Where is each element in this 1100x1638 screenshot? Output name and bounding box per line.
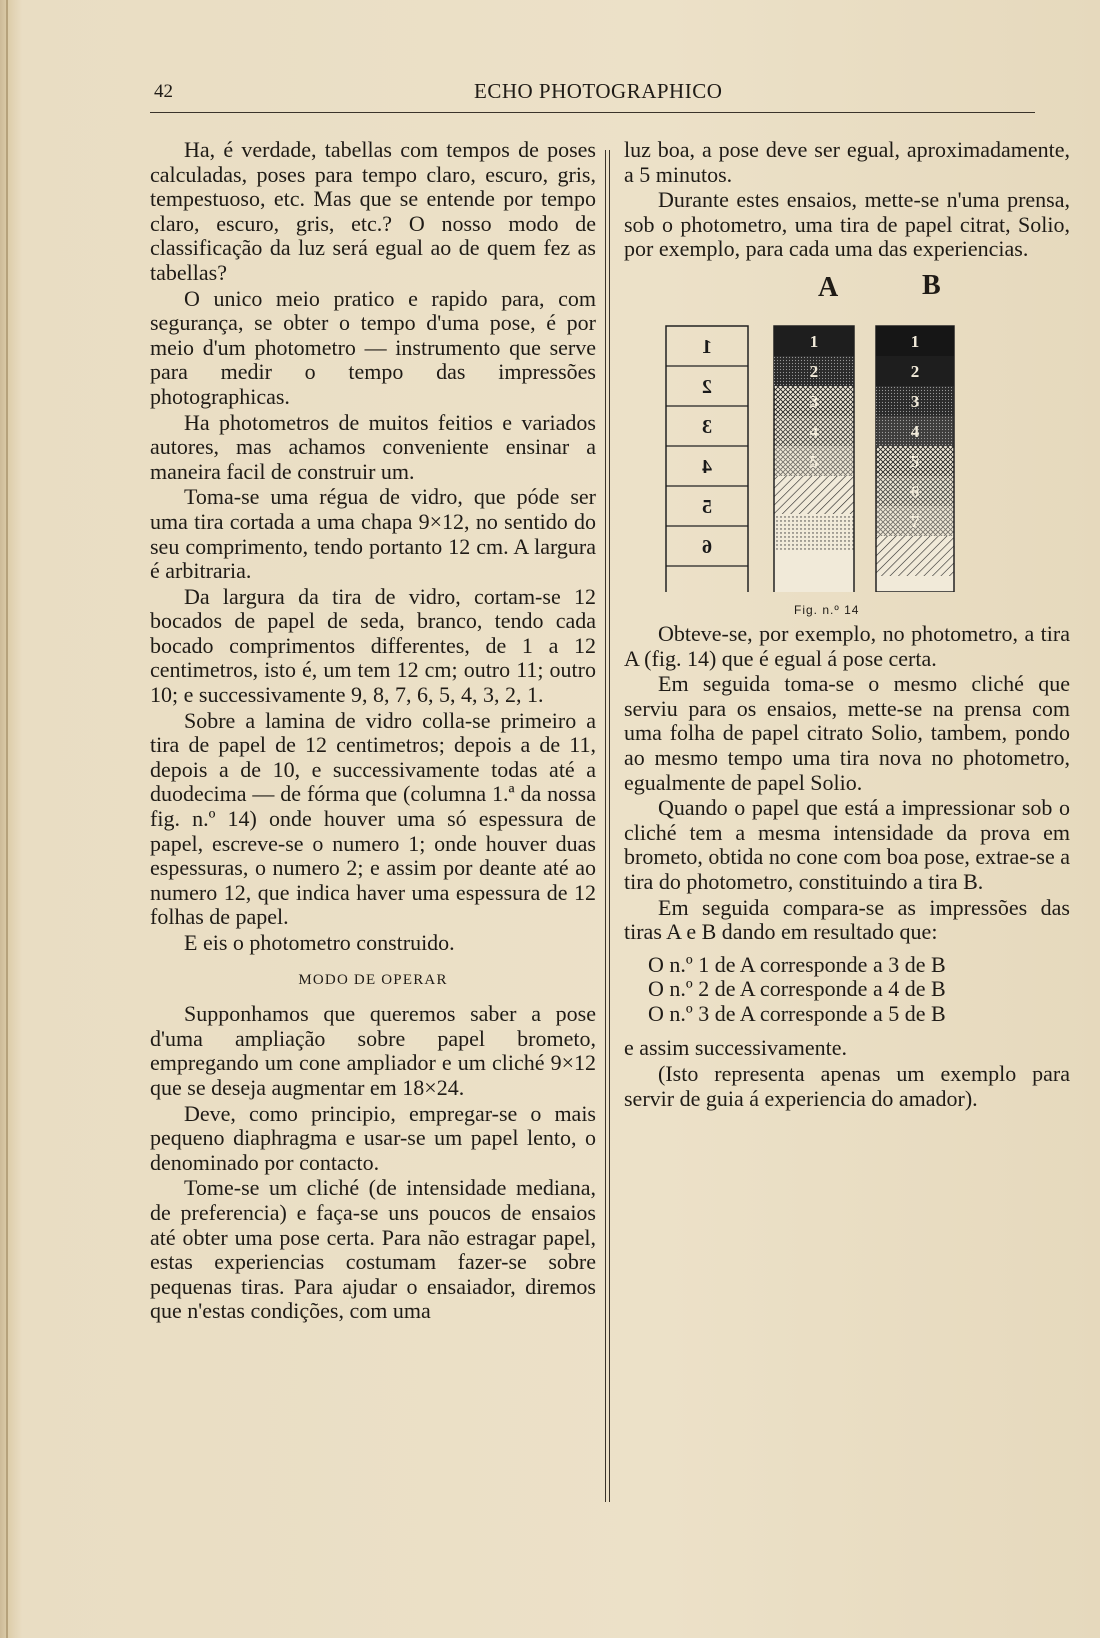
paragraph: Durante estes ensaios, mette-se n'uma prensa, sob o photometro, uma tira de papel citrat, Solio, por exemplo, para cada uma das experiencias. xyxy=(624,187,1070,262)
paragraph: O unico meio pratico e rapido para, com segurança, se obter o tempo d'uma pose, é por meio d'um photometro — instrumento que serve para medir o tempo das impressões photographicas. xyxy=(150,285,596,409)
binding-edge xyxy=(6,0,8,1638)
equivalence-line: O n.º 1 de A corresponde a 3 de B xyxy=(648,951,946,977)
paragraph: Deve, como principio, empregar-se o mais pequeno diaphragma e usar-se um papel lento, o denominado por contacto. xyxy=(150,1100,596,1175)
header-rule xyxy=(150,112,1035,113)
strip-b-cell xyxy=(876,536,954,576)
column-divider xyxy=(605,150,606,1502)
strip-a-number: 3 xyxy=(809,391,819,411)
strip-b-number: 7 xyxy=(910,511,920,531)
paragraph: Tome-se um cliché (de intensidade mediana, de preferencia) e faça-se uns poucos de ensaios até obter uma pose certa. Para não estragar papel, estas experiencias costumam fazer-se sobre pequenas tiras. Para ajudar o ensaiador, diremos que n'estas condições, com uma xyxy=(150,1175,596,1324)
paragraph: Sobre a lamina de vidro colla-se primeiro a tira de papel de 12 centimetros; depois a de 11, depois a de 10, e successivamente todas até a duodecima — de fórma que (columna 1.ª da nossa fig. n.º 14) onde houver uma só espessura de papel, escreve-se o numero 1; onde houver duas espessuras, o numero 2; e assim por deante até ao numero 12, que indica haver uma espessura de 12 folhas de papel. xyxy=(150,707,596,930)
strip-b-number: 1 xyxy=(910,331,920,351)
page-number: 42 xyxy=(154,81,173,102)
scale-number: 3 xyxy=(702,415,712,438)
paragraph: e assim successivamente. xyxy=(624,1035,847,1061)
section-heading: MODO DE OPERAR xyxy=(298,971,448,988)
strip-b-number: 2 xyxy=(910,361,920,381)
photometer-figure xyxy=(608,269,1068,617)
paragraph: Em seguida toma-se o mesmo cliché que serviu para os ensaios, mette-se na prensa com uma folha de papel citrato Solio, tambem, pondo ao mesmo tempo uma tira nova no photometro, egualmente de papel Solio. xyxy=(624,671,1070,795)
strip-b-number: 3 xyxy=(910,391,920,411)
left-column xyxy=(150,138,596,1325)
photometer-drawing xyxy=(608,269,1068,592)
equivalence-line: O n.º 2 de A corresponde a 4 de B xyxy=(648,976,946,1002)
strip-a-number: 2 xyxy=(809,361,819,381)
scale-number: 1 xyxy=(702,335,712,358)
strip-a-number: 1 xyxy=(809,331,819,351)
paragraph: Ha photometros de muitos feitios e variados autores, mas achamos conveniente ensinar a maneira facil de construir um. xyxy=(150,409,596,484)
paragraph: Da largura da tira de vidro, cortam-se 12 bocados de papel de seda, branco, tendo cada bocado comprimentos differentes, de 1 a 12 centimetros, isto é, um tem 12 cm; outro 11; outro 10; e successivamente 9, 8, 7, 6, 5, 4, 3, 2, 1. xyxy=(150,583,596,708)
paragraph: luz boa, a pose deve ser egual, aproximadamente, a 5 minutos. xyxy=(624,137,1070,187)
scale-number: 5 xyxy=(702,495,712,518)
scale-number: 2 xyxy=(702,375,712,398)
paragraph: Toma-se uma régua de vidro, que póde ser uma tira cortada a uma chapa 9×12, no sentido do seu comprimento, tendo portanto 12 cm. A largura é arbitraria. xyxy=(150,484,596,584)
strip-a-number: 4 xyxy=(809,421,819,441)
strip-b-number: 5 xyxy=(910,451,920,471)
equivalence-line: O n.º 3 de A corresponde a 5 de B xyxy=(648,1000,946,1026)
page-header xyxy=(150,75,1050,115)
paragraph: (Isto representa apenas um exemplo para servir de guia á experiencia do amador). xyxy=(624,1061,1070,1111)
strip-b-number: 6 xyxy=(910,481,920,501)
scale-number: 4 xyxy=(702,455,712,478)
paragraph: E eis o photometro construido. xyxy=(184,930,455,955)
running-title: ECHO PHOTOGRAPHICO xyxy=(474,79,723,103)
right-column xyxy=(624,138,1070,1112)
paragraph: Supponhamos que queremos saber a pose d'uma ampliação sobre papel brometo, empregando um cone ampliador e um cliché 9×12 que se deseja augmentar em 18×24. xyxy=(150,1001,596,1100)
figure-label-a: A xyxy=(818,271,839,303)
strip-a-cell xyxy=(774,514,854,552)
figure-caption: Fig. n.º 14 xyxy=(794,602,860,617)
equivalence-list xyxy=(624,953,1070,1027)
strip-b-number: 4 xyxy=(910,421,920,441)
figure-label-b: B xyxy=(922,269,941,301)
strip-a-cell xyxy=(774,476,854,514)
paragraph: Obteve-se, por exemplo, no photometro, a tira A (fig. 14) que é egual á pose certa. xyxy=(624,620,1070,671)
scale-number: 6 xyxy=(702,535,712,558)
paragraph: Em seguida compara-se as impressões das tiras A e B dando em resultado que: xyxy=(624,894,1070,945)
paragraph: Quando o papel que está a impressionar sob o cliché tem a mesma intensidade da prova em brometo, obtida no cone com boa pose, extrae-se a tira do photometro, constituindo a tira B. xyxy=(624,795,1070,894)
paragraph: Ha, é verdade, tabellas com tempos de poses calculadas, poses para tempo claro, escuro, gris, tempestuoso, etc. Mas que se entende por tempo claro, escuro, gris, etc.? O nosso modo de classificação da luz será egual ao de quem fez as tabellas? xyxy=(150,137,596,285)
strip-a-number: 5 xyxy=(809,451,819,471)
